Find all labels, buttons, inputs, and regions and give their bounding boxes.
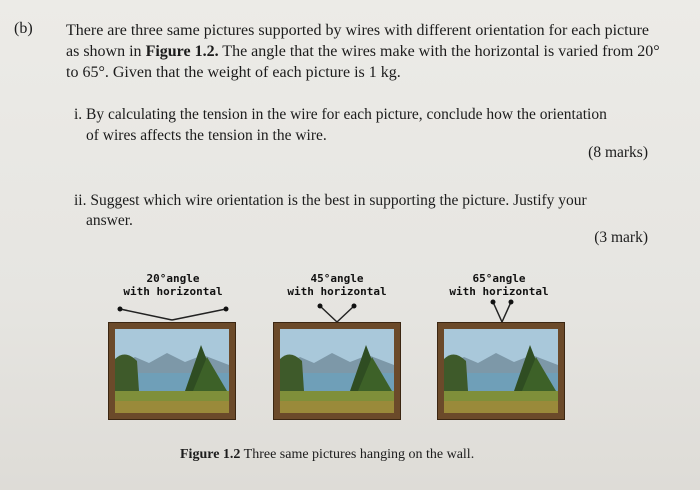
landscape-image <box>444 329 558 413</box>
wire-45 <box>318 304 357 323</box>
framed-picture-65 <box>438 323 564 419</box>
part-ii-line2: answer. <box>86 212 133 229</box>
framed-picture-20 <box>109 323 235 419</box>
question-text-post: The angle that the wires make with the horizontal is varied from 20° to 65°. Given that the weight of each picture is 1 kg. <box>66 43 660 81</box>
figure-caption-text: Three same pictures hanging on the wall. <box>240 447 475 462</box>
question-label: (b) <box>14 20 33 37</box>
part-i-line2: of wires affects the tension in the wire. <box>86 127 327 144</box>
caption-angle: 65°angle <box>472 272 526 285</box>
part-ii-line1: ii. Suggest which wire orientation is the best in supporting the picture. Justify your <box>74 192 587 209</box>
figure-reference: Figure 1.2. <box>145 43 219 60</box>
part-i-line1: i. By calculating the tension in the wire for each picture, conclude how the orientation <box>74 106 607 123</box>
caption-horizontal: with horizontal <box>449 285 549 298</box>
caption-angle: 20°angle <box>146 272 200 285</box>
caption-angle: 45°angle <box>310 272 364 285</box>
framed-picture-45 <box>274 323 400 419</box>
part-i-marks: (8 marks) <box>588 144 648 161</box>
landscape-image <box>115 329 229 413</box>
wire-20 <box>118 307 229 321</box>
caption-horizontal: with horizontal <box>287 285 387 298</box>
figure-caption <box>180 447 474 463</box>
landscape-image <box>280 329 394 413</box>
caption-horizontal: with horizontal <box>123 285 223 298</box>
question-text-pre: There are three same pictures supported by wires with different orientation for each picture as shown in <box>66 22 650 60</box>
part-ii-marks: (3 mark) <box>594 229 648 246</box>
wire-65 <box>491 300 514 323</box>
figure-caption-label: Figure 1.2 <box>180 447 241 462</box>
